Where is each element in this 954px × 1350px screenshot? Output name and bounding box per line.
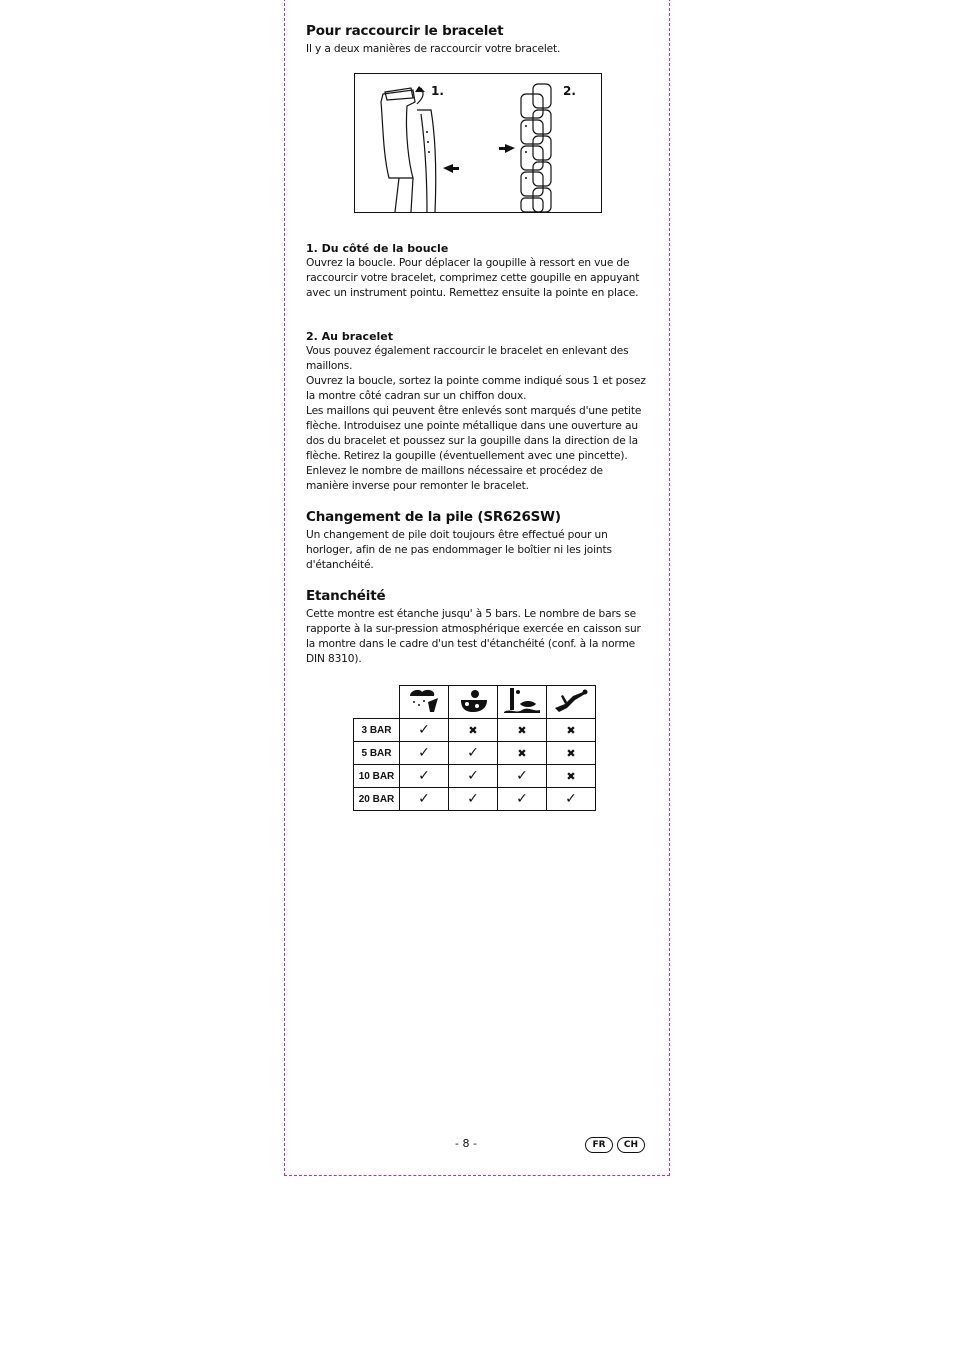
table-icon-row	[354, 686, 596, 719]
page-number: - 8 -	[455, 1137, 477, 1150]
subsection-text-boucle: Ouvrez la boucle. Pour déplacer la goupille à ressort en vue de raccourcir votre bracelet, comprimez cette goupille en appuyant avec un instrument pointu. Remettez ensuite la pointe en place.	[306, 257, 640, 299]
table-cell: ✖	[547, 742, 596, 765]
table-corner	[354, 686, 400, 719]
bracelet-paragraph-3: Les maillons qui peuvent être enlevés sont marqués d'une petite flèche. Introduisez une pointe métallique dans une ouverture au dos du bracelet et poussez sur la goupille dans la direction de la flèche. Retirez la goupille (éventuellement avec une pincette).	[306, 405, 642, 462]
table-cell: ✖	[547, 719, 596, 742]
table-cell: ✓	[547, 788, 596, 811]
table-row	[354, 719, 596, 742]
badge-ch: CH	[617, 1137, 645, 1153]
row-label: 5 BAR	[354, 742, 400, 765]
section-title-pile: Changement de la pile (SR626SW)	[306, 509, 561, 525]
table-cell: ✓	[400, 742, 449, 765]
table-cell: ✖	[547, 765, 596, 788]
rain-splash-icon	[400, 686, 449, 719]
table-cell: ✓	[449, 765, 498, 788]
bracelet-paragraph-4: Enlevez le nombre de maillons nécessaire et procédez de manière inverse pour remonter le bracelet.	[306, 465, 603, 492]
table-cell: ✖	[449, 719, 498, 742]
bath-icon	[449, 686, 498, 719]
table-cell: ✖	[498, 742, 547, 765]
table-cell: ✓	[400, 788, 449, 811]
row-label: 3 BAR	[354, 719, 400, 742]
table-cell: ✓	[498, 765, 547, 788]
intro-text: Il y a deux manières de raccourcir votre bracelet.	[306, 43, 561, 55]
subsection-title-bracelet: 2. Au bracelet	[306, 330, 394, 343]
figure-label-1: 1.	[431, 84, 444, 98]
row-label: 20 BAR	[354, 788, 400, 811]
diving-icon	[547, 686, 596, 719]
table-cell: ✓	[498, 788, 547, 811]
bracelet-paragraph-2: Ouvrez la boucle, sortez la pointe comme indiqué sous 1 et posez la montre côté cadran sur un chiffon doux.	[306, 375, 646, 402]
pile-text: Un changement de pile doit toujours être effectué pour un horloger, afin de ne pas endommager le boîtier ni les joints d'étanchéité.	[306, 529, 612, 571]
row-label: 10 BAR	[354, 765, 400, 788]
badge-fr: FR	[585, 1137, 613, 1153]
table-cell: ✓	[449, 788, 498, 811]
table-cell: ✓	[449, 742, 498, 765]
table-cell: ✓	[400, 719, 449, 742]
table-row	[354, 742, 596, 765]
bracelet-figure	[354, 73, 602, 213]
language-badges	[585, 1137, 645, 1153]
table-cell: ✖	[498, 719, 547, 742]
bracelet-paragraph-1: Vous pouvez également raccourcir le bracelet en enlevant des maillons.	[306, 345, 629, 372]
water-resistance-table	[353, 685, 596, 811]
table-row	[354, 788, 596, 811]
table-cell: ✓	[400, 765, 449, 788]
page-content	[306, 22, 646, 811]
section-title-bracelet: Pour raccourcir le bracelet	[306, 23, 504, 39]
swimming-icon	[498, 686, 547, 719]
section-title-etancheite: Etanchéité	[306, 588, 386, 604]
table-row	[354, 765, 596, 788]
bracelet-illustration	[355, 74, 601, 212]
figure-label-2: 2.	[563, 84, 576, 98]
subsection-title-boucle: 1. Du côté de la boucle	[306, 242, 449, 255]
etancheite-text: Cette montre est étanche jusqu' à 5 bars. Le nombre de bars se rapporte à la sur-pression atmosphérique exercée en caisson sur la montre dans le cadre d'un test d'étanchéité (conf. à la norme DIN 8310).	[306, 608, 641, 665]
